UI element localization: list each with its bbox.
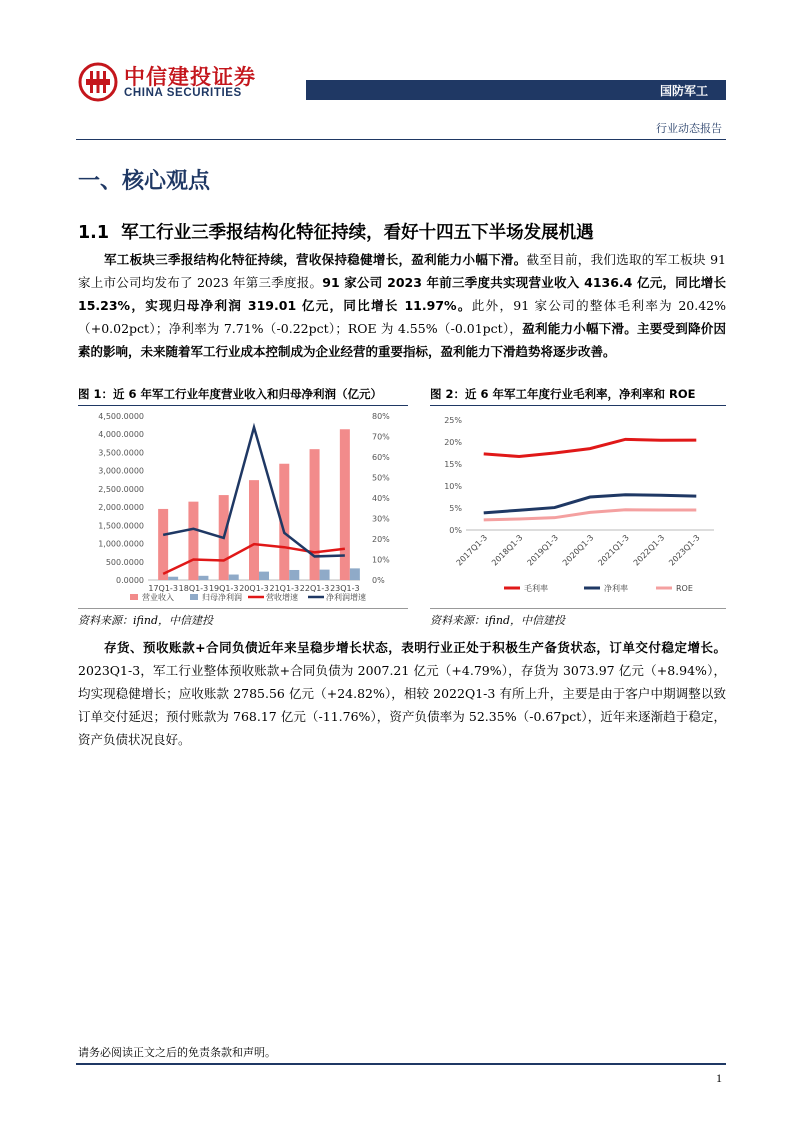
- bar-revenue: [249, 480, 259, 580]
- y-tick-label: 5%: [449, 504, 462, 513]
- figure1-title: 图 1：近 6 年军工行业年度营业收入和归母净利润（亿元）: [78, 387, 383, 401]
- y-tick-label: 25%: [444, 416, 462, 425]
- chart-margins: [430, 406, 726, 606]
- bar-net-profit: [198, 576, 208, 580]
- y-left-tick-label: 3,000.0000: [98, 466, 144, 476]
- bar-net-profit: [168, 577, 178, 580]
- bar-revenue: [340, 429, 350, 580]
- figure2-source-rule: [430, 608, 726, 609]
- x-tick-label: 19Q1-3: [208, 584, 239, 593]
- legend-swatch: [130, 594, 138, 600]
- x-tick-label: 2017Q1-3: [454, 533, 490, 568]
- legend-label: ROE: [676, 584, 693, 593]
- y-left-tick-label: 500.0000: [105, 557, 144, 567]
- bar-net-profit: [289, 570, 299, 580]
- bar-net-profit: [350, 568, 360, 580]
- y-right-tick-label: 10%: [372, 555, 390, 565]
- x-tick-label: 2022Q1-3: [631, 533, 667, 568]
- paragraph-1: [78, 248, 726, 363]
- chart-revenue-profit: [78, 406, 408, 606]
- y-right-tick-label: 0%: [372, 576, 385, 585]
- x-tick-label: 17Q1-3: [148, 584, 178, 593]
- para1-conclusion: 盈利能力小幅下滑。主要受到降价因素的影响，未来随着军工行业成本控制成为企业经营的重要指标，盈利能力下滑趋势将逐步改善。: [78, 321, 726, 359]
- section-heading: 一、核心观点: [78, 169, 211, 194]
- x-tick-label: 21Q1-3: [269, 584, 300, 593]
- bar-net-profit: [259, 572, 269, 580]
- y-tick-label: 10%: [444, 482, 462, 491]
- para1-lead: 军工板块三季报结构化特征持续，营收保持稳健增长，盈利能力小幅下滑。: [104, 252, 527, 267]
- y-left-tick-label: 3,500.0000: [98, 448, 144, 458]
- y-right-tick-label: 80%: [372, 412, 390, 421]
- report-type: 行业动态报告: [656, 122, 722, 135]
- y-right-tick-label: 50%: [372, 473, 390, 483]
- y-right-tick-label: 40%: [372, 494, 390, 503]
- figure1-source: 资料来源：ifind，中信建投: [78, 614, 213, 627]
- legend-label: 净利润增速: [326, 593, 366, 602]
- y-left-tick-label: 4,000.0000: [98, 430, 144, 440]
- para1-text: 截至目前，我们选取的军工板块 91 家上市公司均发布了 2023 年第三季度报。: [78, 252, 726, 290]
- bar-net-profit: [229, 575, 239, 580]
- y-left-tick-label: 0.0000: [116, 576, 144, 585]
- figure2-source: 资料来源：ifind，中信建投: [430, 614, 565, 627]
- y-tick-label: 20%: [444, 438, 462, 447]
- legend-swatch: [190, 594, 198, 600]
- x-tick-label: 2018Q1-3: [490, 533, 525, 568]
- y-right-tick-label: 70%: [372, 432, 390, 442]
- x-tick-label: 23Q1-3: [330, 584, 360, 593]
- y-right-tick-label: 20%: [372, 535, 390, 544]
- y-left-tick-label: 4,500.0000: [98, 412, 144, 421]
- para2-lead: 存货、预收账款+合同负债近年来呈稳步增长状态，表明行业正处于积极生产备货状态，订单交付稳定增长。: [104, 640, 726, 655]
- page-number: 1: [716, 1071, 722, 1085]
- sub-heading: 1.1 军工行业三季报结构化特征持续，看好十四五下半场发展机遇: [78, 223, 594, 243]
- citic-logo-icon: [78, 62, 118, 102]
- line-gross-margin: [484, 439, 697, 456]
- x-tick-label: 20Q1-3: [239, 584, 269, 593]
- x-tick-label: 2019Q1-3: [525, 533, 560, 568]
- y-left-tick-label: 1,000.0000: [98, 539, 144, 549]
- figure2-title: 图 2：近 6 年军工年度行业毛利率，净利率和 ROE: [430, 387, 696, 401]
- bar-revenue: [158, 509, 168, 580]
- x-tick-label: 22Q1-3: [299, 584, 330, 593]
- y-left-tick-label: 2,500.0000: [98, 484, 144, 494]
- header: [0, 0, 802, 140]
- paragraph-2: [78, 636, 726, 751]
- y-right-tick-label: 60%: [372, 453, 390, 462]
- bar-revenue: [188, 502, 198, 580]
- figure1-source-rule: [78, 608, 408, 609]
- y-tick-label: 0%: [449, 526, 462, 535]
- y-right-tick-label: 30%: [372, 514, 390, 524]
- bar-revenue: [310, 449, 320, 580]
- section-tag: 国防军工: [660, 84, 709, 98]
- y-tick-label: 15%: [444, 460, 462, 469]
- para1-text-2: 此外，91 家公司的整体毛利率为 20.42%（+0.02pct）；净利率为 7.71%（-0.22pct）；ROE 为 4.55%（-0.01pct），: [78, 298, 726, 336]
- y-left-tick-label: 1,500.0000: [98, 521, 144, 531]
- x-tick-label: 18Q1-3: [178, 584, 209, 593]
- logo-name-cn: 中信建投证券: [124, 65, 256, 89]
- legend-label: 毛利率: [524, 584, 548, 593]
- x-tick-label: 2023Q1-3: [667, 533, 702, 568]
- legend-label: 营业收入: [142, 593, 174, 602]
- legend-label: 营收增速: [266, 593, 298, 602]
- legend-label: 归母净利润: [202, 593, 242, 602]
- x-tick-label: 2020Q1-3: [560, 533, 596, 568]
- para2-text: 2023Q1-3，军工行业整体预收账款+合同负债为 2007.21 亿元（+4.79%），存货为 3073.97 亿元（+8.94%），均实现稳健增长；应收账款 2785.56 亿元（+24.82%），相较 2022Q1-3 有所上升，主要是由于客户中期调整以致订单交付延迟；预付账款为 768.17 亿元（-11.76%），资产负债率为 52.35%（-0.67pct），近年来逐渐趋于稳定，资产负债状况良好。: [78, 663, 726, 747]
- legend-label: 净利率: [604, 584, 628, 593]
- logo-name-en: CHINA SECURITIES: [124, 87, 242, 99]
- bar-net-profit: [320, 570, 330, 580]
- x-tick-label: 2021Q1-3: [596, 533, 631, 568]
- footer-disclaimer: 请务必阅读正文之后的免责条款和声明。: [78, 1046, 276, 1059]
- y-left-tick-label: 2,000.0000: [98, 503, 144, 513]
- footer-divider: [76, 1063, 726, 1065]
- para1-highlight: 91 家公司 2023 年前三季度共实现营业收入 4136.4 亿元，同比增长 15.23%，实现归母净利润 319.01 亿元，同比增长 11.97%。: [78, 275, 726, 313]
- header-divider: [76, 139, 726, 140]
